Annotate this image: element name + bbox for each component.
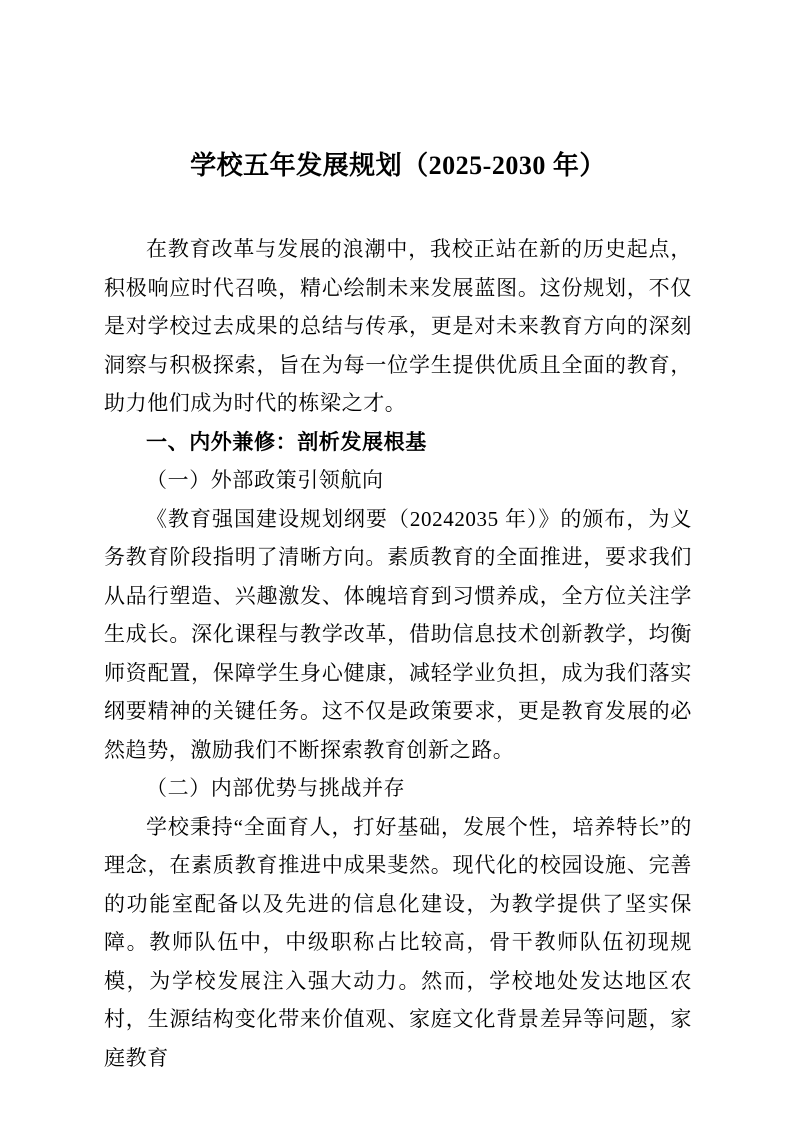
subheading-1-1: （一）外部政策引领航向 bbox=[146, 468, 384, 492]
subheading-1-2: （二）内部优势与挑战并存 bbox=[146, 776, 406, 800]
paragraph-intro: 在教育改革与发展的浪潮中，我校正站在新的历史起点，积极响应时代召唤，精心绘制未来发展蓝图。这份规划，不仅是对学校过去成果的总结与传承，更是对未来教育方向的深刻洞察与积极探索，旨在为每一位学生提供优质且全面的教育，助力他们成为时代的栋梁之才。 bbox=[104, 237, 692, 415]
document-title: 学校五年发展规划（2025-2030 年） bbox=[190, 151, 606, 180]
section-heading-1: 一、内外兼修：剖析发展根基 bbox=[146, 429, 427, 454]
paragraph-internal: 学校秉持“全面育人，打好基础，发展个性，培养特长”的理念，在素质教育推进中成果斐然。现代化的校园设施、完善的功能室配备以及先进的信息化建设，为教学提供了坚实保障。教师队伍中，中级职称占比较高，骨干教师队伍初现规模，为学校发展注入强大动力。然而，学校地处发达地区农村，生源结构变化带来价值观、家庭文化背景差异等问题，家庭教育 bbox=[104, 814, 692, 1070]
paragraph-policy: 《教育强国建设规划纲要（20242035 年）》的颁布，为义务教育阶段指明了清晰方向。素质教育的全面推进，要求我们从品行塑造、兴趣激发、体魄培育到习惯养成，全方位关注学生成长。深化课程与教学改革，借助信息技术创新教学，均衡师资配置，保障学生身心健康，减轻学业负担，成为我们落实纲要精神的关键任务。这不仅是政策要求，更是教育发展的必然趋势，激励我们不断探索教育创新之路。 bbox=[104, 506, 692, 762]
